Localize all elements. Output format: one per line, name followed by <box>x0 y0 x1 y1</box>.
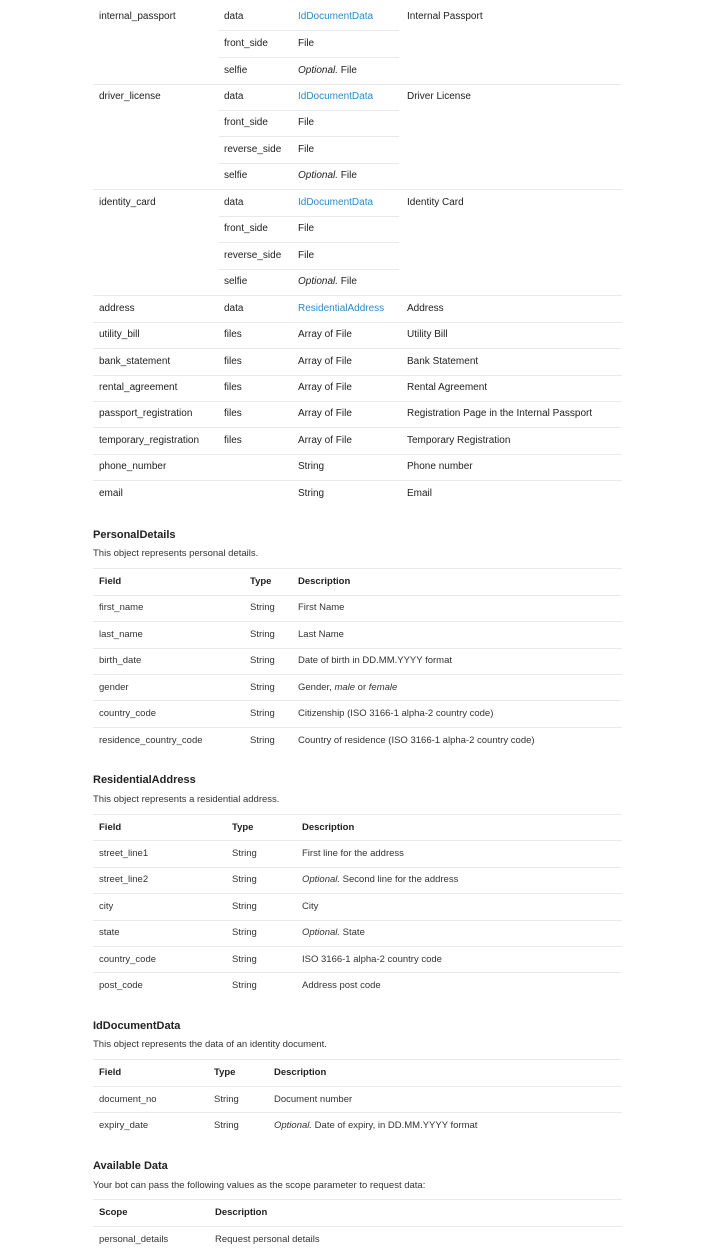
table-header-field: Field <box>99 576 122 587</box>
table-row-type: String <box>250 655 275 666</box>
type-link[interactable]: ResidentialAddress <box>298 303 385 314</box>
row-divider <box>219 136 399 137</box>
field-type: String <box>298 488 325 499</box>
table-header-type: Type <box>232 822 254 833</box>
table-header-field: Field <box>99 1067 122 1078</box>
desc-italic-male: male <box>334 682 356 693</box>
table-row-type: String <box>250 602 275 613</box>
table-row-type: String <box>250 629 275 640</box>
table-row-description: First Name <box>298 602 345 613</box>
section-title: Available Data <box>93 1160 168 1172</box>
field-description: Rental Agreement <box>407 382 488 393</box>
field-subname: reverse_side <box>224 250 282 261</box>
row-divider <box>93 674 622 675</box>
table-row-field: first_name <box>99 602 144 613</box>
row-divider <box>219 57 399 58</box>
optional-label: Optional. <box>298 276 339 287</box>
type-link[interactable]: IdDocumentData <box>298 197 374 208</box>
section-description: Your bot can pass the following values as the scope parameter to request data: <box>93 1180 426 1191</box>
type-link[interactable]: IdDocumentData <box>298 91 374 102</box>
field-subname: front_side <box>224 117 268 128</box>
table-row-scope: personal_details <box>99 1234 169 1245</box>
desc-text: State <box>340 927 365 938</box>
field-description: Bank Statement <box>407 356 479 367</box>
table-row-description: Request personal details <box>215 1234 320 1245</box>
field-type: File <box>298 117 315 128</box>
row-divider <box>93 454 622 455</box>
table-row-type: String <box>232 954 257 965</box>
section-description: This object represents the data of an identity document. <box>93 1039 327 1050</box>
row-divider <box>93 946 622 947</box>
table-top-border <box>93 814 622 815</box>
row-divider <box>93 920 622 921</box>
field-name: utility_bill <box>99 329 140 340</box>
field-subname: data <box>224 197 244 208</box>
field-name: rental_agreement <box>99 382 178 393</box>
table-row-field: document_no <box>99 1094 157 1105</box>
table-row-description <box>298 682 397 693</box>
row-divider <box>219 242 399 243</box>
field-type: Array of File <box>298 382 352 393</box>
field-subname: front_side <box>224 223 268 234</box>
table-header-type: Type <box>250 576 272 587</box>
section-title: ResidentialAddress <box>93 774 196 786</box>
field-name: passport_registration <box>99 408 193 419</box>
table-row-type: String <box>214 1120 239 1131</box>
row-divider <box>93 427 622 428</box>
section-description: This object represents a residential address. <box>93 794 280 805</box>
field-name: identity_card <box>99 197 156 208</box>
row-divider <box>93 1086 622 1087</box>
field-subname: files <box>224 435 242 446</box>
desc-italic-female: female <box>368 682 398 693</box>
optional-label: Optional. <box>274 1120 313 1131</box>
type-text: File <box>338 170 357 181</box>
table-header-scope: Scope <box>99 1207 128 1218</box>
field-description: Address <box>407 303 444 314</box>
table-row-type: String <box>232 901 257 912</box>
field-name: email <box>99 488 123 499</box>
field-type: Array of File <box>298 356 352 367</box>
table-row-description: City <box>302 901 319 912</box>
table-row-description: Country of residence (ISO 3166-1 alpha-2 country code) <box>298 735 535 746</box>
row-divider <box>93 1226 622 1227</box>
row-divider <box>93 595 622 596</box>
section-description: This object represents personal details. <box>93 548 259 559</box>
field-subname: data <box>224 303 244 314</box>
table-row-field: street_line2 <box>99 874 149 885</box>
table-row-description: Address post code <box>302 980 381 991</box>
table-row-description: Last Name <box>298 629 344 640</box>
field-description: Registration Page in the Internal Passport <box>407 408 593 419</box>
field-type: File <box>298 223 315 234</box>
table-header-field: Field <box>99 822 122 833</box>
row-divider <box>93 867 622 868</box>
row-divider <box>219 163 399 164</box>
optional-label: Optional. <box>302 927 341 938</box>
row-divider <box>93 480 622 481</box>
row-divider <box>93 295 622 296</box>
field-type: File <box>298 250 315 261</box>
table-row-field: gender <box>99 682 129 693</box>
desc-text: Gender, <box>298 682 335 693</box>
type-text: File <box>338 276 357 287</box>
table-row-field: country_code <box>99 954 157 965</box>
table-row-description: Document number <box>274 1094 353 1105</box>
row-divider <box>219 269 399 270</box>
field-type: String <box>298 461 325 472</box>
section-title: PersonalDetails <box>93 529 176 541</box>
row-divider <box>219 30 399 31</box>
section-title: IdDocumentData <box>93 1020 181 1032</box>
field-name: bank_statement <box>99 356 171 367</box>
field-type: Array of File <box>298 329 352 340</box>
field-type <box>298 277 357 287</box>
row-divider <box>93 348 622 349</box>
field-name: address <box>99 303 135 314</box>
field-subname: front_side <box>224 38 268 49</box>
optional-label: Optional. <box>298 170 339 181</box>
row-divider <box>93 189 622 190</box>
row-divider <box>93 972 622 973</box>
table-row-field: state <box>99 927 120 938</box>
field-subname: selfie <box>224 170 248 181</box>
optional-label: Optional. <box>298 65 339 76</box>
table-row-field: city <box>99 901 114 912</box>
table-row-field: residence_country_code <box>99 735 203 746</box>
table-row-type: String <box>250 735 275 746</box>
field-type: File <box>298 144 315 155</box>
table-row-description <box>274 1120 477 1131</box>
optional-label: Optional. <box>302 874 341 885</box>
table-top-border <box>93 1199 622 1200</box>
field-name: temporary_registration <box>99 435 200 446</box>
table-row-type: String <box>250 682 275 693</box>
table-row-type: String <box>232 848 257 859</box>
table-row-type: String <box>232 980 257 991</box>
desc-text: or <box>355 682 369 693</box>
field-subname: files <box>224 382 242 393</box>
row-divider <box>93 621 622 622</box>
table-row-type: String <box>214 1094 239 1105</box>
table-header-description: Description <box>274 1067 327 1078</box>
type-text: File <box>338 65 357 76</box>
field-description: Utility Bill <box>407 329 448 340</box>
desc-text: Second line for the address <box>340 874 459 885</box>
row-divider <box>93 840 622 841</box>
table-row-type: String <box>250 708 275 719</box>
field-subname: data <box>224 11 244 22</box>
table-row-description: Date of birth in DD.MM.YYYY format <box>298 655 452 666</box>
desc-text: Date of expiry, in DD.MM.YYYY format <box>312 1120 478 1131</box>
type-link[interactable]: IdDocumentData <box>298 11 374 22</box>
field-name: phone_number <box>99 461 167 472</box>
table-row-description: ISO 3166-1 alpha-2 country code <box>302 954 442 965</box>
table-row-field: last_name <box>99 629 143 640</box>
row-divider <box>93 727 622 728</box>
row-divider <box>93 84 622 85</box>
document-fields-table <box>0 0 717 510</box>
table-row-type: String <box>232 927 257 938</box>
field-type <box>298 66 357 76</box>
table-row-field: post_code <box>99 980 143 991</box>
field-description: Email <box>407 488 433 499</box>
field-name: internal_passport <box>99 11 176 22</box>
table-header-description: Description <box>302 822 355 833</box>
row-divider <box>93 648 622 649</box>
table-row-description <box>302 927 365 938</box>
row-divider <box>93 893 622 894</box>
row-divider <box>93 401 622 402</box>
table-header-description: Description <box>298 576 351 587</box>
table-row-description <box>302 874 458 885</box>
table-row-description: Citizenship (ISO 3166-1 alpha-2 country code) <box>298 708 494 719</box>
row-divider <box>219 216 399 217</box>
field-type: Array of File <box>298 435 352 446</box>
row-divider <box>93 1112 622 1113</box>
row-divider <box>93 700 622 701</box>
field-subname: reverse_side <box>224 144 282 155</box>
table-row-type: String <box>232 874 257 885</box>
row-divider <box>219 110 399 111</box>
table-row-field: country_code <box>99 708 157 719</box>
field-description: Temporary Registration <box>407 435 511 446</box>
table-top-border <box>93 1059 622 1060</box>
field-subname: data <box>224 91 244 102</box>
table-row-description: First line for the address <box>302 848 404 859</box>
field-type <box>298 171 357 181</box>
table-row-field: birth_date <box>99 655 142 666</box>
field-subname: files <box>224 329 242 340</box>
table-header-description: Description <box>215 1207 268 1218</box>
table-row-field: expiry_date <box>99 1120 149 1131</box>
field-description: Internal Passport <box>407 11 483 22</box>
table-header-type: Type <box>214 1067 236 1078</box>
field-type: Array of File <box>298 408 352 419</box>
field-subname: selfie <box>224 65 248 76</box>
field-description: Phone number <box>407 461 473 472</box>
table-top-border <box>93 568 622 569</box>
row-divider <box>93 322 622 323</box>
table-row-field: street_line1 <box>99 848 149 859</box>
field-description: Identity Card <box>407 197 464 208</box>
field-description: Driver License <box>407 91 471 102</box>
field-subname: selfie <box>224 276 248 287</box>
field-type: File <box>298 38 315 49</box>
field-subname: files <box>224 408 242 419</box>
row-divider <box>93 375 622 376</box>
field-name: driver_license <box>99 91 161 102</box>
field-subname: files <box>224 356 242 367</box>
